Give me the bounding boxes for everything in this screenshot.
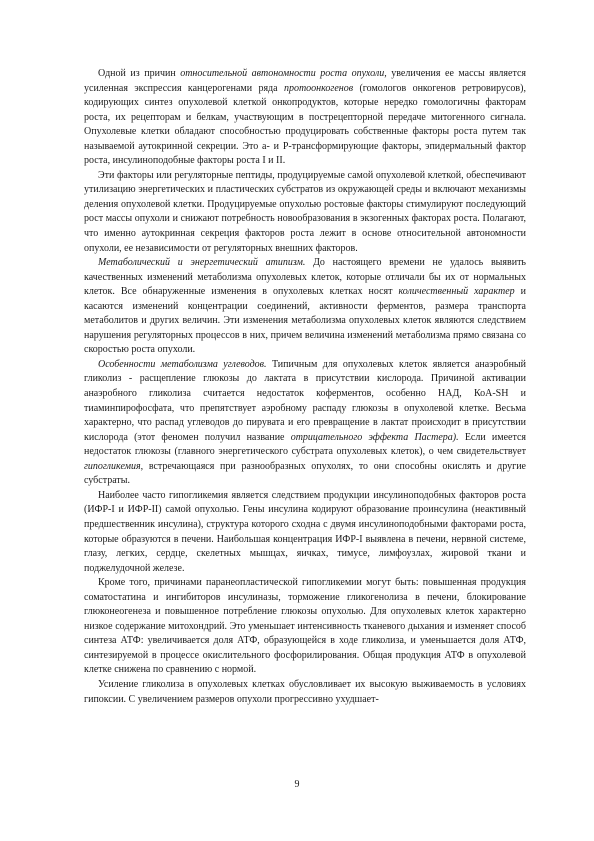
term-autonomy: относительной автономности роста опухоли, xyxy=(180,68,387,79)
paragraph-text: Кроме того, причинами паранеопластической гипогликемии могут быть: повышенная продукция соматостатина и ингибиторов инсулиназы, торможение гликогенолиза в печени, блокирование глюконеогенеза и повышенное потребление глюкозы опухолью. Для опухолевых клеток характерно низкое содержание митохондрий. Это уменьшает интенсивность тканевого дыхания и изменяет способ синтеза АТФ: увеличивается доля АТФ, образующейся в ходе гликолиза, и уменьшается доля АТФ, синтезируемой в процессе окислительного фосфорилирования. Общая продукция АТФ в опухолевой клетке снижена по сравнению с нормой. xyxy=(84,577,526,676)
paragraph-text: Если имеется недостаток глюкозы (главного энергетического субстрата опухолевых клеток), о чем свидетельствует xyxy=(84,431,526,458)
page-body xyxy=(84,67,526,707)
paragraph-text: Усиление гликолиза в опухолевых клетках обусловливает их высокую выживаемость в условиях гипоксии. С увеличением размеров опухоли прогрессивно ухудшает- xyxy=(84,678,526,705)
paragraph-text: встречающаяся при разнообразных опухолях, то они способны окислять и другие субстраты. xyxy=(84,460,526,487)
paragraph xyxy=(84,169,526,256)
term-pasteur-effect: отрицательного эффекта Пастера). xyxy=(290,431,459,443)
page-number: 9 xyxy=(294,779,300,790)
paragraph-text: До настоящего времени не удалось выявить качественных изменений метаболизма опухолевых клеток, которые отличали бы их от нормальных клеток. Все обнаруженные изменения в опухолевых клетках носят xyxy=(84,257,526,298)
paragraph xyxy=(84,358,526,489)
paragraph-text: Одной из причин xyxy=(98,68,181,79)
paragraph-text: (гомологов онкогенов ретровирусов), кодирующих синтез опухолевой клеткой онкопродуктов, которые нередко гомологичны факторам роста, их рецепторам и белкам, участвующим в пострецепторной передаче митогенного сигнала. Опухолевые клетки обладают способностью продуцировать собственные факторы роста путем так называемой аутокринной секреции. Это а- и Р-трансформирующие факторы, эпидермальный фактор роста, инсулиноподобные факторы роста I и II. xyxy=(84,82,526,167)
paragraph-text: Эти факторы или регуляторные пептиды, продуцируемые самой опухолевой клеткой, обеспечивают утилизацию энергетических и пластических субстратов из окружающей среды и включают механизмы деления опухолевой клетки. Продуцируемые опухолью ростовые факторы стимулируют последующий рост массы опухоли и снижают потребность новообразования в экзогенных факторах роста. Полагают, что именно аутокринная секреция факторов роста лежит в основе относительной автономности опухоли, ее независимости от регуляторных внешних факторов. xyxy=(84,169,526,254)
paragraph-text: Наиболее часто гипогликемия является следствием продукции инсулиноподобных факторов роста (ИФР-I и ИФР-II) самой опухолью. Гены инсулина кодируют образование проинсулина (неактивный предшественник инсулина), структура которого сходна с двумя инсулиноподобными факторами роста, которые образуются в печени. Наибольшая концентрация ИФР-I выявлена в печени, нервной системе, глазу, легких, сердце, скелетных мышцах, яичках, тимусе, лимфоузлах, жировой ткани и поджелудочной железе. xyxy=(84,489,526,574)
term-quantitative: количественный характер xyxy=(398,286,515,298)
paragraph xyxy=(84,256,526,358)
paragraph-text: и касаются изменений концентрации соединений, активности ферментов, размера транспорта метаболитов и других величин. Эти изменения метаболизма опухолевых клеток являются следствием нарушения регуляторных процессов в них, причем величина изменений метаболизма прямо связана со скоростью роста опухоли. xyxy=(84,286,526,356)
section-heading-metabolic-atypism: Метаболический и энергетический атипизм. xyxy=(98,257,306,269)
term-hypoglycemia: гипогликемия, xyxy=(84,460,144,472)
section-heading-carbohydrate-metabolism: Особенности метаболизма углеводов. xyxy=(98,358,267,370)
term-protooncogenes: протоонкогенов xyxy=(283,82,354,94)
paragraph xyxy=(84,67,526,169)
paragraph-text: увеличения ее массы является усиленная экспрессия канцерогенами ряда xyxy=(84,68,526,94)
paragraph xyxy=(84,576,526,678)
paragraph xyxy=(84,678,526,707)
paragraph-text: Типичным для опухолевых клеток является анаэробный гликолиз - расщепление глюкозы до лактата в присутствии кислорода. Причиной активации анаэробного гликолиза считается недостаток коферментов, особенно НАД, КоА-SH и тиаминпирофосфата, что препятствует аэробному распаду глюкозы в опухолевой клетке. Весьма характерно, что распад углеводов до пирувата и его превращение в лактат происходит в присутствии кислорода (этот феномен получил название xyxy=(84,358,527,443)
paragraph xyxy=(84,489,526,576)
